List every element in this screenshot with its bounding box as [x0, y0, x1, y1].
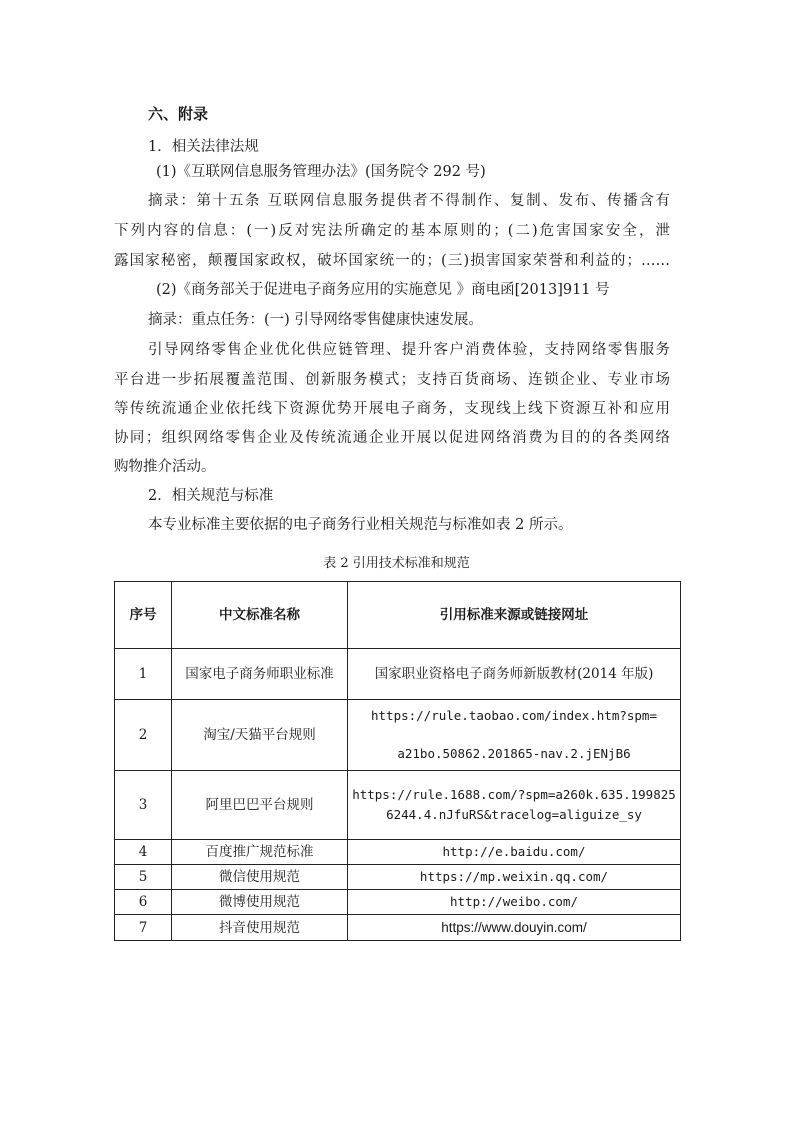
law2-excerpt: 摘录：重点任务：(一) 引导网络零售健康快速发展。	[148, 312, 483, 328]
table-row	[115, 890, 681, 915]
table-row	[115, 649, 681, 700]
law1-excerpt-line2: 下列内容的信息：(一)反对宪法所确定的基本原则的；(二)危害国家安全，泄	[114, 223, 670, 239]
row-source: https://www.douyin.com/	[348, 915, 681, 941]
law2-title: (2)《商务部关于促进电子商务应用的实施意见 》商电函[2013]911 号	[156, 282, 610, 298]
row-source: http://weibo.com/	[348, 890, 681, 915]
row-name: 微信使用规范	[172, 865, 348, 890]
row-no: 6	[115, 890, 172, 915]
source-url-part1: https://rule.taobao.com/index.htm?spm=	[371, 708, 657, 723]
header-name: 中文标准名称	[172, 582, 348, 649]
row-source: http://e.baidu.com/	[348, 840, 681, 865]
row-source: 国家职业资格电子商务师新版教材(2014 年版)	[348, 649, 681, 700]
law2-paragraph-line1: 引导网络零售企业优化供应链管理、提升客户消费体验，支持网络零售服务	[148, 342, 670, 358]
section-heading: 六、附录	[148, 105, 209, 123]
row-source: https://mp.weixin.qq.com/	[348, 865, 681, 890]
row-name: 国家电子商务师职业标准	[172, 649, 348, 700]
subheading-laws: 1．相关法律法规	[148, 139, 259, 155]
source-url-part2: a21bo.50862.201865-nav.2.jENjB6	[397, 746, 631, 761]
law1-excerpt-line3: 露国家秘密，颠覆国家政权，破坏国家统一的；(三)损害国家荣誉和利益的；……	[114, 253, 670, 269]
row-no: 7	[115, 915, 172, 941]
law2-paragraph-line3: 等传统流通企业依托线下资源优势开展电子商务，支现线上线下资源互补和应用	[114, 401, 670, 417]
table-row	[115, 840, 681, 865]
law2-paragraph-line4: 协同；组织网络零售企业及传统流通企业开展以促进网络消费为目的的各类网络	[114, 430, 670, 446]
table-row	[115, 771, 681, 840]
table-caption: 表 2 引用技术标准和规范	[323, 556, 470, 571]
row-no: 3	[115, 771, 172, 840]
law2-paragraph-line2: 平台进一步拓展覆盖范围、创新服务模式；支持百货商场、连锁企业、专业市场	[114, 372, 670, 388]
law1-title: (1)《互联网信息服务管理办法》(国务院令 292 号)	[156, 164, 486, 180]
table-row	[115, 915, 681, 941]
header-source: 引用标准来源或链接网址	[348, 582, 681, 649]
row-no: 1	[115, 649, 172, 700]
table-row	[115, 700, 681, 771]
row-name: 百度推广规范标准	[172, 840, 348, 865]
law1-excerpt-line1: 摘录：第十五条 互联网信息服务提供者不得制作、复制、发布、传播含有	[148, 193, 670, 209]
standards-intro: 本专业标准主要依据的电子商务行业相关规范与标准如表 2 所示。	[148, 517, 573, 533]
header-no: 序号	[115, 582, 172, 649]
row-no: 4	[115, 840, 172, 865]
row-source	[348, 700, 681, 771]
row-no: 2	[115, 700, 172, 771]
table-header-row	[115, 582, 681, 649]
row-name: 抖音使用规范	[172, 915, 348, 941]
row-name: 阿里巴巴平台规则	[172, 771, 348, 840]
law2-paragraph-line5: 购物推介活动。	[114, 459, 216, 475]
row-name: 微博使用规范	[172, 890, 348, 915]
row-source: https://rule.1688.com/?spm=a260k.635.1998256244.4.nJfuRS&tracelog=aliguize_sy	[348, 771, 681, 840]
subheading-standards: 2．相关规范与标准	[148, 488, 274, 504]
row-name: 淘宝/天猫平台规则	[172, 700, 348, 771]
row-no: 5	[115, 865, 172, 890]
standards-table	[114, 581, 681, 941]
table-row	[115, 865, 681, 890]
